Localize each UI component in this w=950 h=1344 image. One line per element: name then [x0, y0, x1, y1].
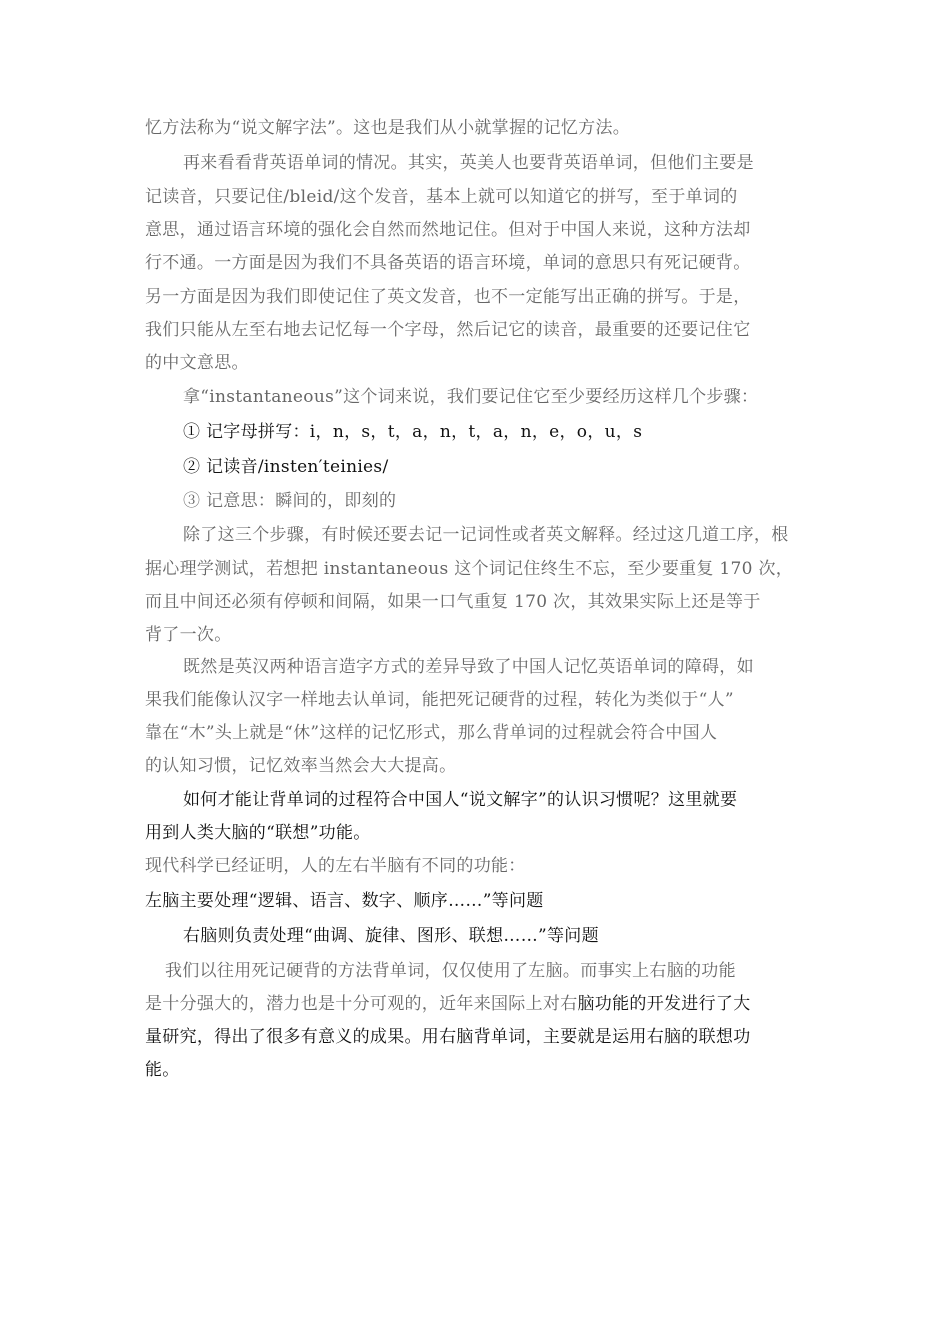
paragraph-line: 忆方法称为“说文解字法”。这也是我们从小就掌握的记忆方法。	[145, 118, 631, 138]
paragraph-line: 靠在“木”头上就是“休”这样的记忆形式，那么背单词的过程就会符合中国人	[145, 723, 718, 743]
paragraph-line: 除了这三个步骤，有时候还要去记一记词性或者英文解释。经过这几道工序，根	[183, 525, 789, 545]
paragraph-line: 果我们能像认汉字一样地去认单词，能把死记硬背的过程，转化为类似于“人”	[145, 690, 734, 710]
paragraph-line-mixed	[145, 993, 751, 1015]
paragraph-line: 行不通。一方面是因为我们不具备英语的语言环境，单词的意思只有死记硬背。	[145, 253, 751, 273]
paragraph-line: 而且中间还必须有停顿和间隔，如果一口气重复 170 次，其效果实际上还是等于	[145, 592, 761, 612]
right-brain-line: 右脑则负责处理“曲调、旋律、图形、联想……”等问题	[183, 926, 599, 946]
paragraph-line: 我们只能从左至右地去记忆每一个字母，然后记它的读音，最重要的还要记住它	[145, 320, 751, 340]
paragraph-line: 用到人类大脑的“联想”功能。	[145, 823, 371, 843]
paragraph-line: 既然是英汉两种语言造字方式的差异导致了中国人记忆英语单词的障碍，如	[183, 657, 754, 677]
paragraph-line: 另一方面是因为我们即使记住了英文发音，也不一定能写出正确的拼写。于是，	[145, 287, 751, 307]
paragraph-line: 背了一次。	[145, 625, 232, 645]
paragraph-line: 的中文意思。	[145, 353, 249, 373]
step-meaning: ③ 记意思：瞬间的，即刻的	[183, 491, 397, 511]
paragraph-line: 意思，通过语言环境的强化会自然而然地记住。但对于中国人来说，这种方法却	[145, 220, 751, 240]
paragraph-line: 如何才能让背单词的过程符合中国人“说文解字”的认识习惯呢？这里就要	[183, 790, 738, 810]
text-segment: 脑功能的开发进行了大	[577, 994, 751, 1014]
paragraph-line: 再来看看背英语单词的情况。其实，英美人也要背英语单词，但他们主要是	[183, 153, 754, 173]
paragraph-line: 记读音，只要记住/bleid/这个发音，基本上就可以知道它的拼写，至于单词的	[145, 187, 738, 207]
paragraph-line: 能。	[145, 1060, 180, 1080]
paragraph-line: 的认知习惯，记忆效率当然会大大提高。	[145, 756, 457, 776]
paragraph-line: 拿“instantaneous”这个词来说，我们要记住它至少要经历这样几个步骤：	[183, 387, 759, 407]
left-brain-line: 左脑主要处理“逻辑、语言、数字、顺序……”等问题	[145, 891, 544, 911]
paragraph-line: 现代科学已经证明，人的左右半脑有不同的功能：	[145, 856, 526, 876]
step-spelling: ① 记字母拼写：i，n，s，t，a，n，t，a，n，e，o，u，s	[183, 422, 643, 442]
text-segment: 是十分强大的，潜力也是十分可观的，近年来国际上对右	[145, 994, 578, 1014]
step-pronunciation: ② 记读音/insten′teinies/	[183, 457, 389, 477]
paragraph-line: 量研究，得出了很多有意义的成果。用右脑背单词，主要就是运用右脑的联想功	[145, 1027, 751, 1047]
paragraph-line: 据心理学测试，若想把 instantaneous 这个词记住终生不忘，至少要重复 170 次，	[145, 559, 794, 579]
paragraph-line: 我们以往用死记硬背的方法背单词，仅仅使用了左脑。而事实上右脑的功能	[165, 961, 736, 981]
